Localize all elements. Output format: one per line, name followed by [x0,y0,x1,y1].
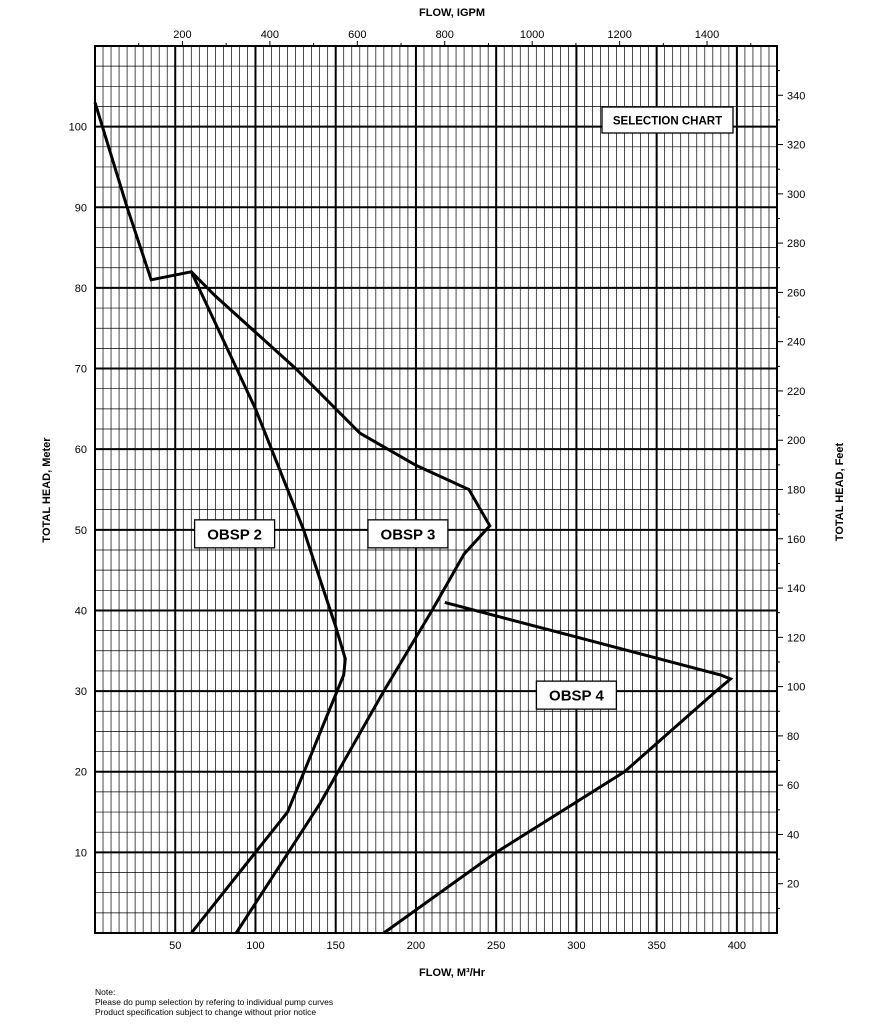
x-tick-label: 250 [486,940,506,952]
y-axis-title: TOTAL HEAD, Meter [41,437,53,543]
y-tick-label: 40 [74,605,87,618]
x2-tick-label: 800 [435,29,454,41]
x2-tick-label: 1400 [694,29,720,41]
x2-axis-title: FLOW, IGPM [419,7,485,19]
chart-title: SELECTION CHART [612,115,723,128]
y2-tick-label: 220 [787,385,806,398]
y2-tick-label: 200 [787,435,806,448]
x-axis-title: FLOW, M³/Hr [419,967,485,979]
x-tick-label: 50 [169,940,182,952]
y-tick-label: 100 [68,121,87,134]
y2-tick-label: 320 [787,139,806,152]
x-tick-label: 350 [647,940,666,952]
x2-tick-label: 400 [260,29,280,41]
x-tick-label: 300 [567,940,586,952]
y2-tick-label: 120 [787,632,806,645]
x-tick-label: 100 [246,940,265,952]
y-tick-label: 30 [74,686,87,699]
x-tick-label: 200 [406,940,426,952]
x2-tick-label: 600 [348,29,367,41]
series-label-obsp-2: OBSP 2 [207,526,262,544]
x2-tick-label: 1200 [607,29,632,41]
tick-labels [69,29,806,952]
series-line-obsp-4 [384,602,731,933]
y2-tick-label: 40 [787,829,800,842]
y2-tick-label: 140 [787,583,806,596]
note-heading: Note: [95,987,116,997]
y-tick-label: 90 [74,202,87,215]
y-tick-label: 10 [74,847,87,860]
note-line-2: Product specification subject to change without prior notice [95,1007,317,1017]
grid [95,46,777,933]
series-line-obsp-2 [95,102,345,933]
y2-tick-label: 60 [787,780,800,793]
series-lines [95,102,731,933]
y-tick-label: 70 [74,363,87,376]
x2-tick-label: 200 [173,29,192,41]
note-block [95,987,333,1017]
chart-title-box [602,107,733,133]
y-tick-label: 20 [74,766,87,779]
series-labels [195,520,617,709]
y2-tick-label: 80 [787,730,800,743]
x2-tick-label: 1000 [519,29,545,41]
y-tick-label: 50 [74,524,87,537]
y2-tick-label: 340 [787,90,806,103]
y2-tick-label: 300 [787,188,806,201]
y2-tick-label: 240 [787,336,806,349]
y2-tick-label: 100 [787,681,806,694]
x-tick-label: 400 [727,940,747,952]
y2-tick-label: 160 [787,533,806,546]
y2-axis-title: TOTAL HEAD, Feet [834,442,846,542]
series-label-obsp-4: OBSP 4 [549,687,604,705]
note-line-1: Please do pump selection by refering to individual pump curves [95,997,334,1007]
y2-tick-label: 260 [787,287,806,300]
y-tick-label: 80 [74,282,87,295]
y2-tick-label: 180 [787,484,806,497]
y2-tick-label: 280 [787,238,806,251]
x-tick-label: 150 [326,940,345,952]
y-tick-label: 60 [74,444,87,457]
series-label-obsp-3: OBSP 3 [380,526,436,544]
y2-tick-label: 20 [787,878,800,891]
